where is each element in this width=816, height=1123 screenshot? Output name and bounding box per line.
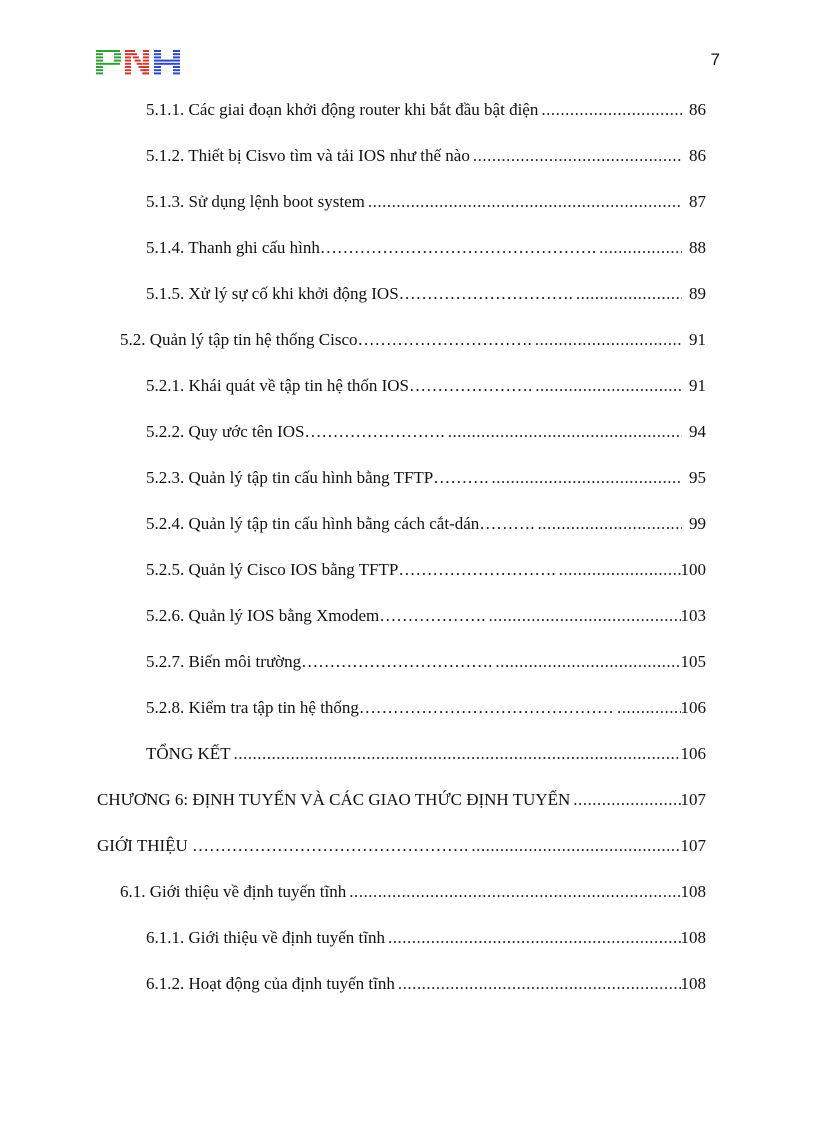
toc-entry-page: 107 [680,836,706,855]
toc-entry-page: 100 [680,560,706,579]
toc-dot-leader [468,836,680,856]
toc-entry[interactable] [146,238,706,264]
toc-entry-page: 91 [689,330,706,349]
toc-entry[interactable] [146,284,706,310]
toc-dot-leader [486,606,681,626]
toc-dot-leader [532,330,682,350]
toc-entry-title: 5.2.7. Biến môi trường……………………………. [146,652,493,671]
toc-dot-leader [556,560,681,580]
toc-entry-page: 87 [689,192,706,211]
toc-entry-page: 106 [680,698,706,717]
toc-entry[interactable] [97,836,706,862]
toc-entry-title: 5.2.1. Khái quát về tập tin hệ thốn IOS…………………. [146,376,533,395]
toc-entry[interactable] [146,652,706,678]
toc-entry-page: 103 [680,606,706,625]
toc-entry-page: 105 [680,652,706,671]
toc-dot-leader [532,376,682,396]
toc-entry-page: 86 [689,146,706,165]
toc-entry-title: 6.1.1. Giới thiệu về định tuyến tĩnh [146,928,385,947]
toc-entry-page: 108 [680,974,706,993]
toc-entry[interactable] [146,468,706,494]
toc-entry[interactable] [146,560,706,586]
toc-entry-page: 91 [689,376,706,395]
toc-entry-title: 5.1.2. Thiết bị Cisvo tìm và tải IOS như thế nào [146,146,470,165]
toc-dot-leader [489,468,683,488]
toc-dot-leader [535,514,682,534]
toc-entry[interactable] [146,422,706,448]
toc-entry-title: TỔNG KẾT [146,744,231,763]
toc-entry-title: CHƯƠNG 6: ĐỊNH TUYẾN VÀ CÁC GIAO THỨC ĐỊNH TUYẾN [97,790,571,809]
toc-dot-leader [470,146,682,166]
toc-dot-leader [573,284,682,304]
toc-dot-leader [231,744,681,764]
toc-dot-leader [395,974,681,994]
toc-entry-title: 5.2. Quản lý tập tin hệ thống Cisco…………………………. [120,330,532,349]
toc-entry-page: 99 [689,514,706,533]
toc-entry[interactable] [146,146,706,172]
toc-entry-title: 5.2.8. Kiểm tra tập tin hệ thống……………………………………… [146,698,614,717]
toc-dot-leader [346,882,680,902]
toc-entry[interactable] [146,192,706,218]
toc-entry-title: 6.1.2. Hoạt động của định tuyến tĩnh [146,974,395,993]
toc-entry-page: 108 [680,928,706,947]
toc-dot-leader [365,192,682,212]
toc-entry-title: 5.1.4. Thanh ghi cấu hình…………………………………………. [146,238,597,257]
toc-entry-title: 5.1.3. Sử dụng lệnh boot system [146,192,365,211]
toc-entry-page: 106 [680,744,706,763]
toc-entry[interactable] [146,514,706,540]
toc-entry[interactable] [146,928,706,954]
toc-entry[interactable] [146,376,706,402]
toc-dot-leader [445,422,682,442]
toc-dot-leader [492,652,680,672]
pnh-logo [96,48,180,78]
toc-entry-page: 94 [689,422,706,441]
toc-entry[interactable] [146,698,706,724]
toc-entry-title: 6.1. Giới thiệu về định tuyến tĩnh [120,882,347,901]
toc-entry-title: GIỚI THIỆU …………………………………………. [97,836,469,855]
toc-entry-page: 86 [689,100,706,119]
toc-entry-page: 89 [689,284,706,303]
toc-entry-title: 5.2.3. Quản lý tập tin cấu hình bằng TFTP………. [146,468,489,487]
toc-dot-leader [570,790,680,810]
toc-entry-page: 107 [680,790,706,809]
toc-entry-title: 5.2.6. Quản lý IOS bằng Xmodem………………. [146,606,486,625]
toc-entry-title: 5.2.5. Quản lý Cisco IOS bằng TFTP………………………. [146,560,556,579]
toc-entry-title: 5.2.2. Quy ước tên IOS……………………. [146,422,445,441]
toc-entry[interactable] [146,974,706,1000]
toc-entry[interactable] [120,330,706,356]
toc-dot-leader [385,928,681,948]
toc-entry-page: 108 [680,882,706,901]
toc-entry[interactable] [97,790,706,816]
toc-entry[interactable] [120,882,706,908]
toc-entry-title: 5.1.5. Xử lý sự cố khi khởi động IOS…………………………. [146,284,573,303]
toc-dot-leader [614,698,681,718]
toc-entry-page: 88 [689,238,706,257]
toc-entry[interactable] [146,606,706,632]
toc-entry[interactable] [146,100,706,126]
toc-entry-title: 5.2.4. Quản lý tập tin cấu hình bằng cách cắt-dán………. [146,514,535,533]
toc-dot-leader [596,238,682,258]
toc-entry-page: 95 [689,468,706,487]
toc-entry[interactable] [146,744,706,770]
toc-entry-title: 5.1.1. Các giai đoạn khởi động router khi bắt đầu bật điện [146,100,539,119]
page-number: 7 [710,50,720,69]
toc-dot-leader [538,100,682,120]
